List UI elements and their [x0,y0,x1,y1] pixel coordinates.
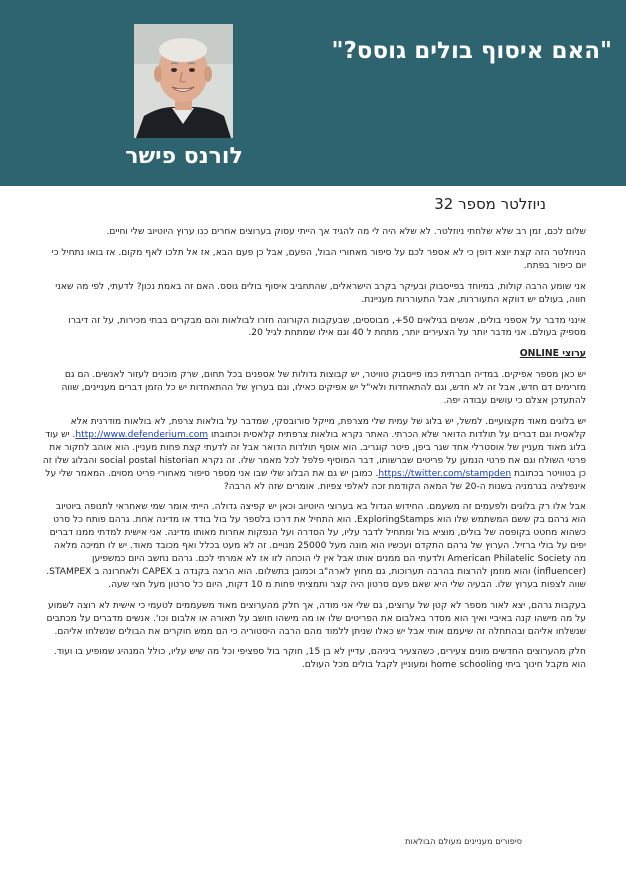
issue-number: ניוזלטר מספר 32 [434,195,546,213]
blogs-paragraph [40,416,586,493]
header-banner [0,0,626,186]
intro-paragraph: שלום לכם, זמן רב שלא שלחתי ניוזלטר. לא שלא היה לי מה להגיד אך הייתי עסוק בערוצים אחרים כנו ערוץ היוטיוב שלי וחיים. [106,227,586,237]
blogs-text: . כמובן יש גם את הבלוג שלי שבו אני מספר סיפור מאחורי פריט מסוים. המאמר שלי על אינפלציה בגרמניה בשנות ה-20 של המאה הקודמת זכה לאלפי צפיות. אומרים שזה לא הרבה? [45,468,586,492]
intro-paragraph: אינני מדבר על אספני בולים, אנשים בגילאים 50+, מבוססים, שבעקבות הקורונה חזרו לבולאות והם מבקרים בבתי מכירות, על זה דיברו מספיק בעולם. אני מדבר יותר על הצעירים יותר, מתחת ל 40 וגם אילו שמתחת לגיל 20. [68,315,586,339]
channels-paragraph: בעקבות גרהם, יצא לאור מספר לא קטן של ערוצים, גם שלי אני מודה, אך חלק מהערוצים מאוד משעממים לטעמי כי אישית לא רוצה לשמוע על מה מישהו קנה באיביי ואיך הוא מסדר באלבום את הפריטים שלו או מה מישהו חושב על תאורה או אלבום וכו'. אנשים מדברים על מכתבים שנשלחו אליהם ובהתחלה זה שיעמם אותי אבל יש כאלו שניתן ללמוד מהם הרבה היסטוריה כי הם ממש חוקרים את הבולים שנשלחו אליהם. [46,600,586,637]
blogs-text: יש בלוגים מאוד מקצועיים. למשל, יש בלוג של עמית שלי מצרפת, מייקל סורובסקי, שמדבר על בולאות צרפת, לא בולאות מודרנית אלא קלאסית וגם דברים על תולדות הדואר שלא הכרתי. האתר נקרא בולאות צרפתית קלאסית וכתובתו [70,416,586,440]
author-name: לורנס פישר [125,144,243,169]
youtube-paragraph: אבל אלו רק בלוגים ולפעמים זה משעמם. החידוש הגדול בא בערוצי היוטיוב וכאן יש קפיצה גדולה. הייתי אומר שמי שאחראי לתנופה ביוטיוב הוא גרהם בק ששם המשתמש שלו הוא ExploringStamps. הוא התחיל את דרכו בלספר על בול בודד או מדינה אחת. גרהם פותח כל סרט כשהוא מחטט בקופסה של בולים, מוציא בול ומתחיל לדבר עליו, על הסדרה ועל הנפקות אחרות מאותו מדינה. אני אישית למדתי ממנו דברים יפים על בולי ברזיל. הערוץ של גרהם התקדם ועכשיו הוא מונה מעל 25000 מנויים. זה לא מעט בכלל ואף מכובד מאוד. יש לו תמיכה מלאה מה American Philatelic Society ולדעתי הם ממנים אותו אבל אין לי הוכחה לזו אז לא אמרתי לכם. גרהם נחשב היום כמשפיען (influencer) והוא מוזמן להרצות בהרבה תערוכות, גם מחוץ לארה"ב וכמובן בתשלום. הוא הרצה בקנדה ב CAPEX ולאחרונה ב STAMPEX. שווה לצפות בערוץ שלו. הבעיה שלי היא שאם פעם סרטון היה קצר ותמציתי פחות מ 10 דקות, היום כל סרטון מעל חצי שעה. [46,502,586,590]
blogs-text: . יש עוד בלוג מאוד מעניין של אוסטרלי אחד שגר ביפן, פיטר קוגריב. הוא אוסף תולדות הדואר אבל זה לדעתי קצת פחות מעניין. הוא אוהב לחקור את פרטי השולח וגם את פרטי הנמען על פריטים שברשותו, דבר המוסיף פלפל לכל מאמר שלו. זה נקרא social postal historian והבלוג שלו זה כן בטוויטר בכתובת [42,429,586,479]
author-portrait-icon [134,24,233,138]
defenderium-link[interactable]: http://www.defenderium.com [75,429,209,440]
section-heading-online: ערוצי ONLINE [519,348,586,360]
article-body [40,226,586,680]
footer-tagline: סיפורים מעניינים מעולם הבולאות [405,836,522,846]
author-photo [134,24,233,138]
twitter-stampden-link[interactable]: https://twitter.com/stampden [378,468,512,479]
intro-paragraph: הניוזלטר הזה קצת יוצא דופן כי לא אספר לכם על סיפור מאחורי הבול, הפעם, אבל כן פעם הבא, אז אל תלכו לאף מקום. אז בואו נתחיל כי יום כיפור בפתח. [51,247,586,271]
young-collectors-paragraph: חלק מהערוצים החדשים מונים צעירים, כשהצעיר ביניהם, עדיין לא בן 15, חוקר בול ספציפי וכל מה שיש עליו, כולל המנהיג שמופיע בו ועוד. הוא מקבל חינוך ביתי home schooling ומעוניין לקבל בולים מכל העולם. [53,647,586,671]
online-paragraph: יש כאן מספר אפיקים. במדיה חברתית כמו פייסבוק טוויטר, יש קבוצות גדולות של אספנים בכל תחום, שרק מוכנים לעזור לאנשים. הם גם מזרימים דם חדש, אבל זה לא חדש, וגם להתאחדות ולאי"ל יש אפיקים כאילו, וגם בערוץ של ההתאחדות יש כל הזמן דברים מעניינים, שווה להתעדכן אצלם כי עושים עבודה יפה. [61,370,586,407]
newsletter-title: "האם איסוף בולים גוסס?" [331,38,612,64]
intro-paragraph: אני שומע הרבה קולות, במיוחד בפייסבוק ובעיקר בקרב הישראלים, שהתחביב איסוף בולים גוסס. האם זה באמת נכון? לדעתי, לפי מה שאני חווה, בעולם יש דווקא התעוררות, אבל התעוררות מעניינת. [55,281,586,305]
